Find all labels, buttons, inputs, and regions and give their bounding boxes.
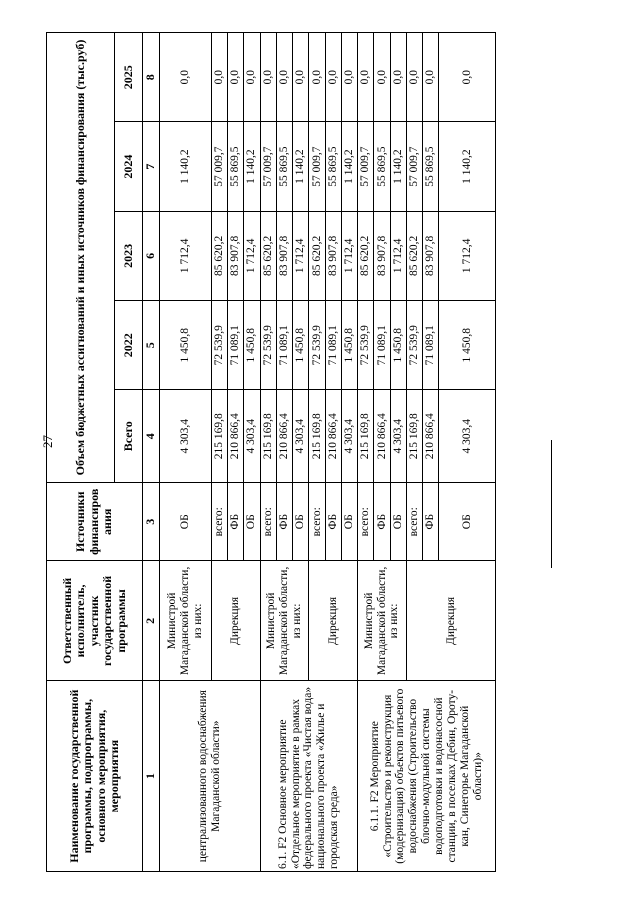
executor: Дирекция — [211, 561, 260, 681]
value-cell: 1 140,2 — [293, 122, 309, 211]
value-cell: 1 140,2 — [390, 122, 406, 211]
source: ОБ — [244, 483, 260, 561]
year-header: 2022 — [115, 301, 143, 390]
value-cell: 0,0 — [439, 33, 496, 122]
value-cell: 85 620,2 — [260, 211, 276, 300]
value-cell: 215 169,8 — [260, 390, 276, 483]
value-cell: 72 539,9 — [260, 301, 276, 390]
value-cell: 215 169,8 — [309, 390, 325, 483]
table-row — [358, 33, 374, 872]
value-cell: 85 620,2 — [211, 211, 227, 300]
value-cell: 0,0 — [228, 33, 244, 122]
source: всего: — [358, 483, 374, 561]
volume-header: Объем бюджетных ассигнований и иных источников финансирования (тыс.руб) — [47, 33, 115, 483]
value-cell: 210 866,4 — [374, 390, 390, 483]
source: ОБ — [341, 483, 357, 561]
value-cell: 71 089,1 — [423, 301, 439, 390]
value-cell: 1 450,8 — [160, 301, 212, 390]
value-cell: 83 907,8 — [276, 211, 292, 300]
value-cell: 1 712,4 — [341, 211, 357, 300]
value-cell: 215 169,8 — [358, 390, 374, 483]
col-exec-header: Ответственный исполнитель, участник государственной программы — [47, 561, 143, 681]
value-cell: 55 869,5 — [374, 122, 390, 211]
value-cell: 57 009,7 — [211, 122, 227, 211]
executor: Министрой Магаданской области, из них: — [160, 561, 212, 681]
source: всего: — [260, 483, 276, 561]
col-name-header: Наименование государственной программы, подпрограммы, основного мероприятия, мероприятия — [47, 681, 143, 872]
source: всего: — [211, 483, 227, 561]
value-cell: 85 620,2 — [406, 211, 422, 300]
table-row — [260, 33, 276, 872]
value-cell: 0,0 — [260, 33, 276, 122]
value-cell: 72 539,9 — [309, 301, 325, 390]
value-cell: 71 089,1 — [325, 301, 341, 390]
program-name: 6.1. F2 Основное мероприятие «Отдельное мероприятие в рамках федерального проекта «Чистая вода» национального проекта «Жилье и городская среда» — [260, 681, 358, 872]
value-cell: 71 089,1 — [228, 301, 244, 390]
value-cell: 0,0 — [309, 33, 325, 122]
value-cell: 1 450,8 — [341, 301, 357, 390]
value-cell: 0,0 — [293, 33, 309, 122]
col-number: 3 — [143, 483, 160, 561]
source: ФБ — [374, 483, 390, 561]
value-cell: 0,0 — [211, 33, 227, 122]
value-cell: 1 450,8 — [244, 301, 260, 390]
value-cell: 71 089,1 — [374, 301, 390, 390]
value-cell: 4 303,4 — [390, 390, 406, 483]
col-number: 7 — [143, 122, 160, 211]
value-cell: 57 009,7 — [406, 122, 422, 211]
year-header: 2025 — [115, 33, 143, 122]
value-cell: 0,0 — [276, 33, 292, 122]
value-cell: 1 712,4 — [160, 211, 212, 300]
source: ОБ — [439, 483, 496, 561]
value-cell: 1 450,8 — [390, 301, 406, 390]
value-cell: 85 620,2 — [309, 211, 325, 300]
value-cell: 55 869,5 — [228, 122, 244, 211]
rotated-table-wrapper — [46, 32, 496, 872]
value-cell: 55 869,5 — [423, 122, 439, 211]
source: ФБ — [325, 483, 341, 561]
source: ФБ — [276, 483, 292, 561]
executor: Министрой Магаданской области, из них: — [358, 561, 407, 681]
source: ОБ — [293, 483, 309, 561]
value-cell: 0,0 — [423, 33, 439, 122]
value-cell: 1 140,2 — [244, 122, 260, 211]
value-cell: 57 009,7 — [309, 122, 325, 211]
value-cell: 210 866,4 — [228, 390, 244, 483]
value-cell: 0,0 — [244, 33, 260, 122]
value-cell: 1 712,4 — [244, 211, 260, 300]
program-name: централизованного водоснабжения Магаданской области» — [160, 681, 260, 872]
table-row — [160, 33, 212, 872]
value-cell: 210 866,4 — [423, 390, 439, 483]
source: всего: — [406, 483, 422, 561]
executor: Дирекция — [309, 561, 358, 681]
value-cell: 72 539,9 — [406, 301, 422, 390]
value-cell: 4 303,4 — [244, 390, 260, 483]
value-cell: 0,0 — [406, 33, 422, 122]
value-cell: 55 869,5 — [276, 122, 292, 211]
col-number: 8 — [143, 33, 160, 122]
value-cell: 83 907,8 — [228, 211, 244, 300]
value-cell: 83 907,8 — [325, 211, 341, 300]
source: ОБ — [390, 483, 406, 561]
value-cell: 4 303,4 — [439, 390, 496, 483]
col-number: 2 — [143, 561, 160, 681]
value-cell: 215 169,8 — [211, 390, 227, 483]
col-number: 5 — [143, 301, 160, 390]
value-cell: 57 009,7 — [358, 122, 374, 211]
program-name: 6.1.1. F2 Мероприятие «Строительство и реконструкция (модернизация) объектов питьевого водоснабжения (Строительство блочно-модульной системы водоподготовки и водонасосной станции, в поселках Дебин, Оротукан, Синегорье Магаданской области)» — [358, 681, 496, 872]
source: ФБ — [423, 483, 439, 561]
value-cell: 0,0 — [341, 33, 357, 122]
col-number: 1 — [143, 681, 160, 872]
source: ФБ — [228, 483, 244, 561]
year-header: 2023 — [115, 211, 143, 300]
year-header: 2024 — [115, 122, 143, 211]
col-source-header: Источники финансиров ания — [47, 483, 143, 561]
value-cell: 55 869,5 — [325, 122, 341, 211]
value-cell: 4 303,4 — [160, 390, 212, 483]
value-cell: 1 450,8 — [293, 301, 309, 390]
value-cell: 215 169,8 — [406, 390, 422, 483]
value-cell: 4 303,4 — [293, 390, 309, 483]
value-cell: 0,0 — [325, 33, 341, 122]
value-cell: 72 539,9 — [211, 301, 227, 390]
value-cell: 210 866,4 — [325, 390, 341, 483]
value-cell: 1 712,4 — [293, 211, 309, 300]
value-cell: 4 303,4 — [341, 390, 357, 483]
value-cell: 71 089,1 — [276, 301, 292, 390]
value-cell: 85 620,2 — [358, 211, 374, 300]
value-cell: 83 907,8 — [423, 211, 439, 300]
value-cell: 1 712,4 — [439, 211, 496, 300]
executor: Дирекция — [406, 561, 495, 681]
value-cell: 0,0 — [374, 33, 390, 122]
total-header: Всего — [115, 390, 143, 483]
col-number: 6 — [143, 211, 160, 300]
value-cell: 0,0 — [390, 33, 406, 122]
value-cell: 1 712,4 — [390, 211, 406, 300]
value-cell: 0,0 — [358, 33, 374, 122]
source: ОБ — [160, 483, 212, 561]
value-cell: 57 009,7 — [260, 122, 276, 211]
value-cell: 0,0 — [160, 33, 212, 122]
value-cell: 1 450,8 — [439, 301, 496, 390]
signature-line — [551, 440, 552, 568]
page-number: 27 — [40, 435, 55, 448]
budget-table — [46, 32, 496, 872]
value-cell: 210 866,4 — [276, 390, 292, 483]
source: всего: — [309, 483, 325, 561]
value-cell: 83 907,8 — [374, 211, 390, 300]
value-cell: 1 140,2 — [341, 122, 357, 211]
value-cell: 1 140,2 — [439, 122, 496, 211]
col-number: 4 — [143, 390, 160, 483]
value-cell: 1 140,2 — [160, 122, 212, 211]
executor: Министрой Магаданской области, из них: — [260, 561, 309, 681]
value-cell: 72 539,9 — [358, 301, 374, 390]
